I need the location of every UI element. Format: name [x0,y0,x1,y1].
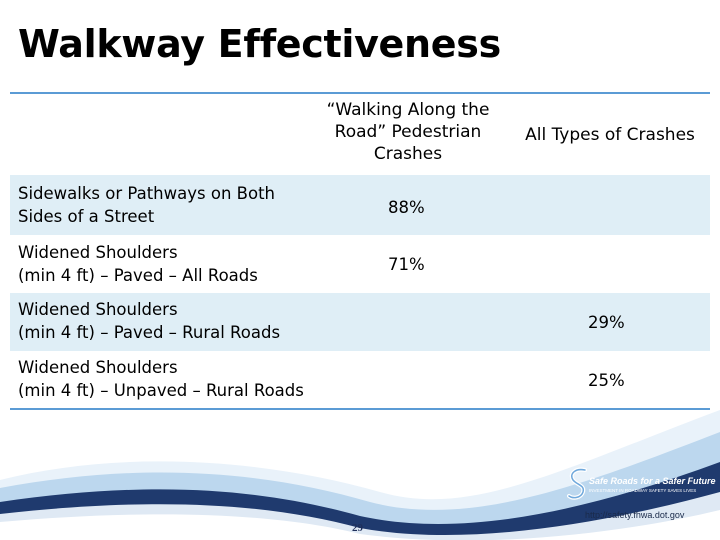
row-label [18,182,275,228]
walking-along-value: 71% [388,255,425,274]
row-label-line2: (min 4 ft) – Paved – All Roads [18,266,258,285]
walking-along-value: 88% [388,198,425,217]
header-walking-along-road: “Walking Along the Road” Pedestrian Crashes [326,100,490,164]
slide-title: Walkway Effectiveness [18,22,501,66]
page-number: 29 [352,522,363,534]
row-label [18,241,258,287]
safety-s-logo-icon [567,466,589,502]
row-label [18,356,304,402]
all-types-value: 25% [588,371,625,390]
table-row [10,235,710,293]
table-row [10,293,710,351]
row-label-line1: Widened Shoulders [18,243,178,262]
logo-subtitle: INVESTMENT IN ROADWAY SAFETY SAVES LIVES [589,488,697,493]
row-label-line1: Widened Shoulders [18,300,178,319]
safe-roads-logo [567,458,717,528]
all-types-value: 29% [588,313,625,332]
row-label-line2: (min 4 ft) – Paved – Rural Roads [18,323,281,342]
table-row [10,175,710,235]
logo-title: Safe Roads for a Safer Future [589,476,716,486]
row-label-line1: Sidewalks or Pathways on Both [18,184,275,203]
row-label-line2: (min 4 ft) – Unpaved – Rural Roads [18,381,304,400]
header-all-types-crashes: All Types of Crashes [525,125,695,145]
row-label [18,298,280,344]
row-label-line2: Sides of a Street [18,207,155,226]
footer-url: http://safety.fhwa.dot.gov [585,510,685,520]
title-divider [10,92,710,94]
row-label-line1: Widened Shoulders [18,358,178,377]
table-row [10,351,710,409]
